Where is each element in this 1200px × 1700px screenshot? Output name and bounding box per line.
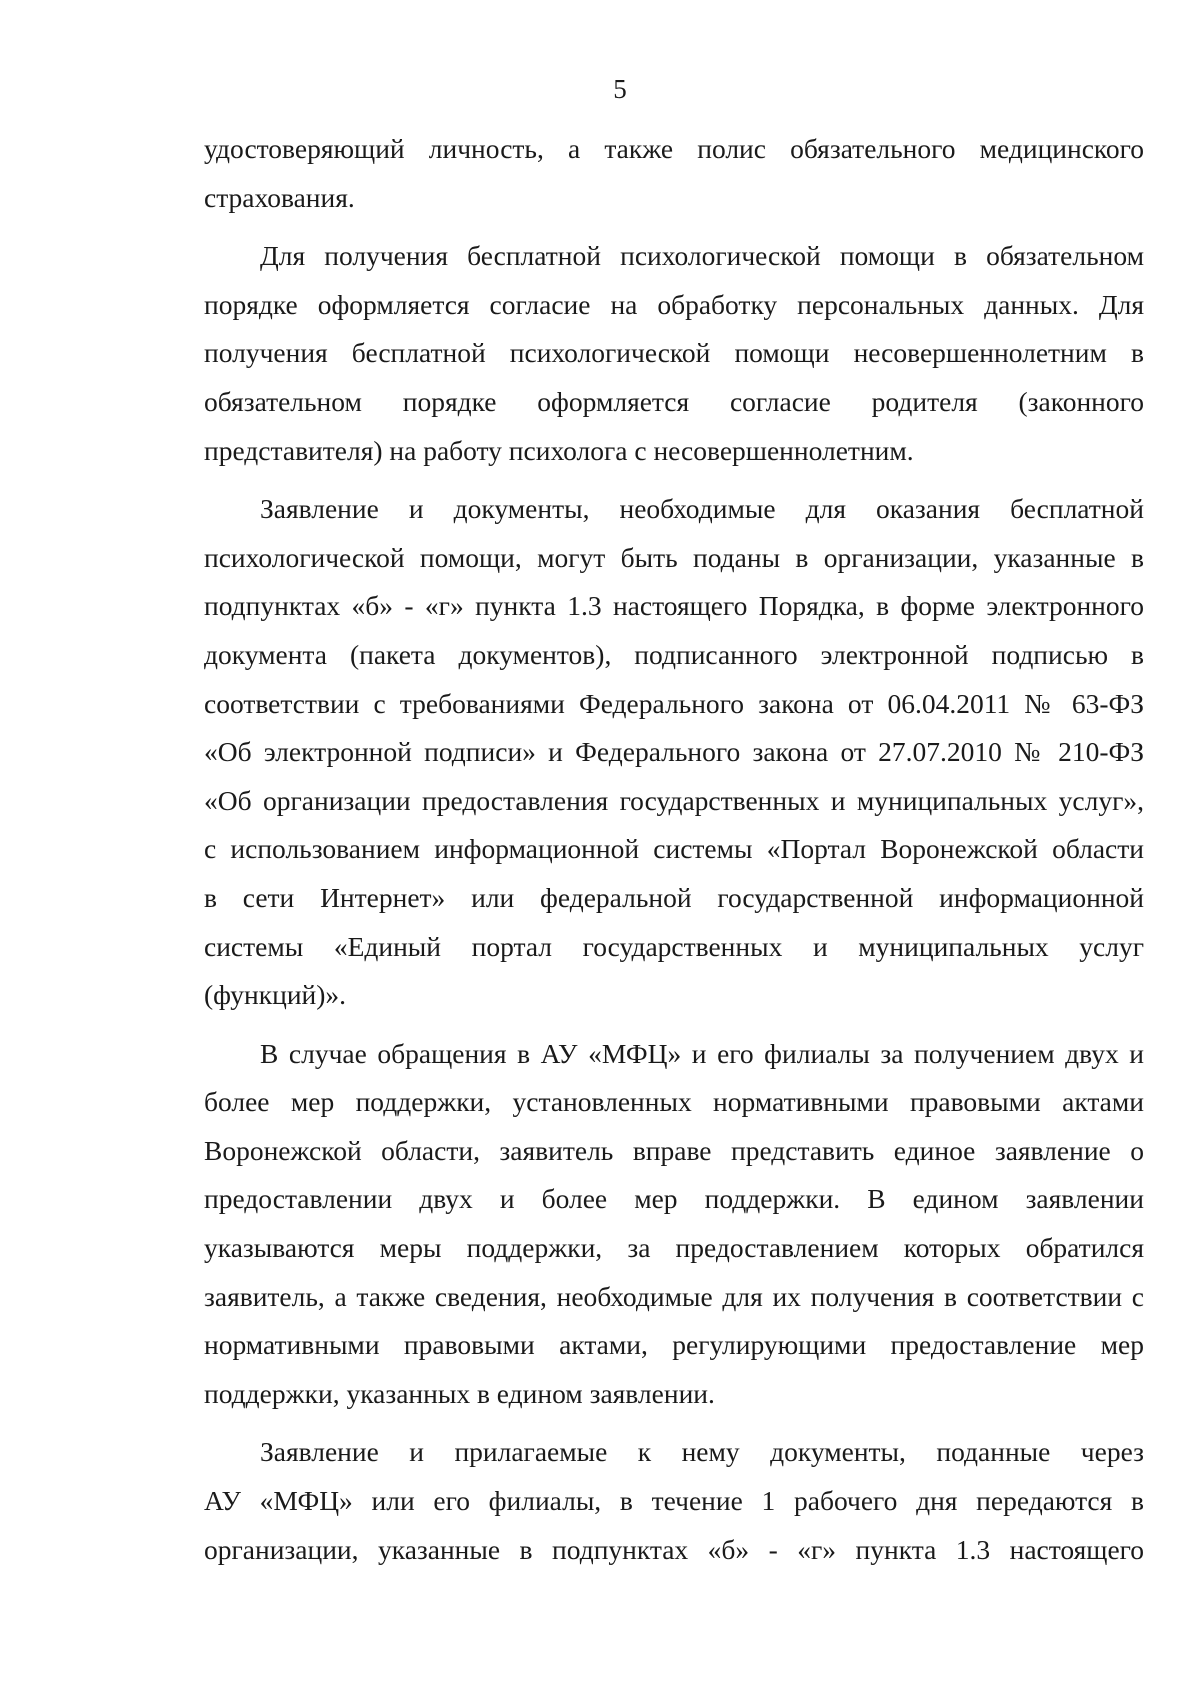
paragraph-4 <box>204 1030 1144 1419</box>
text-line: документа (пакета документов), подписанного электронной подписью в <box>204 638 1144 670</box>
text-line: АУ «МФЦ» или его филиалы, в течение 1 рабочего дня передаются в <box>204 1485 1144 1517</box>
paragraph-3 <box>204 485 1144 1020</box>
paragraph-1 <box>204 125 1144 222</box>
page-number: 5 <box>613 74 627 104</box>
text-line: предоставлении двух и более мер поддержки. В едином заявлении <box>204 1183 1144 1215</box>
text-line: психологической помощи, могут быть поданы в организации, указанные в <box>204 541 1144 573</box>
text-line: подпунктах «б» - «г» пункта 1.3 настоящего Порядка, в форме электронного <box>204 590 1144 622</box>
text-line: нормативными правовыми актами, регулирующими предоставление мер <box>204 1329 1144 1361</box>
text-line: поддержки, указанных в едином заявлении. <box>204 1377 715 1409</box>
text-line: получения бесплатной психологической помощи несовершеннолетним в <box>204 337 1144 369</box>
text-line: системы «Единый портал государственных и муниципальных услуг <box>204 930 1144 962</box>
text-line: «Об организации предоставления государственных и муниципальных услуг», <box>204 784 1144 816</box>
paragraph-2 <box>204 232 1144 475</box>
text-line: Заявление и документы, необходимые для оказания бесплатной <box>260 493 1144 525</box>
text-line: соответствии с требованиями Федерального закона от 06.04.2011 № 63-ФЗ <box>204 687 1144 719</box>
document-body <box>204 125 1144 1574</box>
text-line: Заявление и прилагаемые к нему документы, поданные через <box>260 1436 1144 1468</box>
text-line: представителя) на работу психолога с несовершеннолетним. <box>204 434 914 466</box>
text-line: страхования. <box>204 181 355 213</box>
text-line: (функций)». <box>204 979 347 1011</box>
text-line: Воронежской области, заявитель вправе представить единое заявление о <box>204 1134 1144 1166</box>
text-line: порядке оформляется согласие на обработку персональных данных. Для <box>204 288 1144 320</box>
text-line: В случае обращения в АУ «МФЦ» и его филиалы за получением двух и <box>260 1037 1144 1069</box>
text-line: в сети Интернет» или федеральной государственной информационной <box>204 881 1144 913</box>
text-line: более мер поддержки, установленных нормативными правовыми актами <box>204 1086 1144 1118</box>
text-line: организации, указанные в подпунктах «б» - «г» пункта 1.3 настоящего <box>204 1533 1144 1565</box>
text-line: «Об электронной подписи» и Федерального закона от 27.07.2010 № 210-ФЗ <box>204 736 1144 768</box>
text-line: с использованием информационной системы «Портал Воронежской области <box>204 833 1144 865</box>
text-line: заявитель, а также сведения, необходимые для их получения в соответствии с <box>204 1280 1144 1312</box>
paragraph-5 <box>204 1428 1144 1574</box>
text-line: Для получения бесплатной психологической помощи в обязательном <box>260 240 1144 272</box>
text-line: указываются меры поддержки, за предоставлением которых обратился <box>204 1232 1144 1264</box>
text-line: удостоверяющий личность, а также полис обязательного медицинского <box>204 133 1144 164</box>
text-line: обязательном порядке оформляется согласие родителя (законного <box>204 385 1144 417</box>
